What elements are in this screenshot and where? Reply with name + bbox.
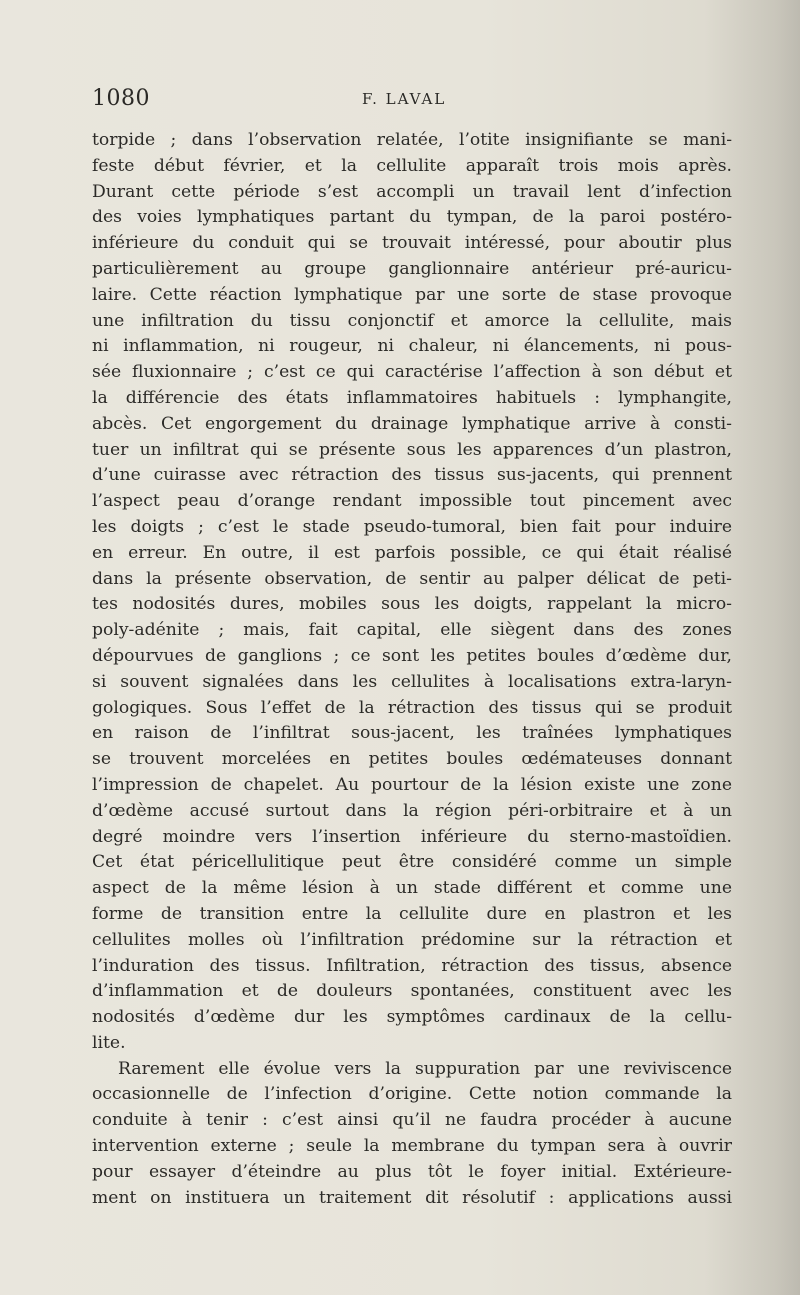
- text-line: une infiltration du tissu conjonctif et amorce la cellulite, mais: [92, 310, 732, 331]
- text-line: les doigts ; c’est le stade pseudo-tumoral, bien fait pour induire: [92, 516, 732, 537]
- text-line: aspect de la même lésion à un stade différent et comme une: [92, 878, 732, 899]
- text-line: tuer un infiltrat qui se présente sous les apparences d’un plastron,: [92, 439, 732, 460]
- text-line: inférieure du conduit qui se trouvait intéressé, pour aboutir plus: [92, 233, 732, 254]
- paragraph: [92, 1057, 732, 1212]
- text-line: cellulites molles où l’infiltration prédomine sur la rétraction et: [92, 929, 732, 950]
- text-line: l’impression de chapelet. Au pourtour de la lésion existe une zone: [92, 774, 732, 795]
- text-line: tes nodosités dures, mobiles sous les doigts, rappelant la micro-: [92, 594, 732, 615]
- text-line: en erreur. En outre, il est parfois possible, ce qui était réalisé: [92, 542, 732, 563]
- page-number: 1080: [92, 86, 150, 111]
- text-line: occasionnelle de l’infection d’origine. Cette notion commande la: [92, 1084, 732, 1105]
- text-line: abcès. Cet engorgement du drainage lymphatique arrive à consti-: [92, 413, 732, 434]
- text-line: feste début février, et la cellulite apparaît trois mois après.: [92, 155, 732, 176]
- body-text: [92, 128, 732, 1211]
- paragraph: [92, 128, 732, 1057]
- text-line: sée fluxionnaire ; c’est ce qui caractérise l’affection à son début et: [92, 362, 732, 383]
- text-line: lite.: [92, 1032, 126, 1053]
- text-line: se trouvent morcelées en petites boules œdémateuses donnant: [92, 749, 732, 770]
- page-header: [92, 86, 732, 116]
- text-line: gologiques. Sous l’effet de la rétraction des tissus qui se produit: [92, 697, 732, 718]
- text-line: dans la présente observation, de sentir au palper délicat de peti-: [92, 568, 732, 589]
- text-line: d’œdème accusé surtout dans la région péri-orbitraire et à un: [92, 800, 732, 821]
- text-line: Durant cette période s’est accompli un travail lent d’infection: [92, 181, 732, 202]
- text-line: forme de transition entre la cellulite dure en plastron et les: [92, 903, 732, 924]
- text-line: des voies lymphatiques partant du tympan, de la paroi postéro-: [92, 207, 732, 228]
- text-line: si souvent signalées dans les cellulites à localisations extra-laryn-: [92, 671, 732, 692]
- text-line: Cet état péricellulitique peut être considéré comme un simple: [92, 852, 732, 873]
- text-line: ni inflammation, ni rougeur, ni chaleur, ni élancements, ni pous-: [92, 336, 732, 357]
- text-line: laire. Cette réaction lymphatique par une sorte de stase provoque: [92, 284, 732, 305]
- text-line: en raison de l’infiltrat sous-jacent, les traînées lymphatiques: [92, 723, 732, 744]
- text-line: nodosités d’œdème dur les symptômes cardinaux de la cellu-: [92, 1007, 732, 1028]
- text-line: dépourvues de ganglions ; ce sont les petites boules d’œdème dur,: [92, 645, 732, 666]
- text-line: torpide ; dans l’observation relatée, l’otite insignifiante se mani-: [92, 130, 732, 150]
- text-line: l’aspect peau d’orange rendant impossible tout pincement avec: [92, 491, 732, 512]
- text-line: conduite à tenir : c’est ainsi qu’il ne faudra procéder à aucune: [92, 1110, 732, 1131]
- text-line: Rarement elle évolue vers la suppuration par une reviviscence: [118, 1058, 732, 1079]
- text-line: d’une cuirasse avec rétraction des tissus sus-jacents, qui prennent: [92, 465, 732, 486]
- text-line: l’induration des tissus. Infiltration, rétraction des tissus, absence: [92, 955, 732, 976]
- text-line: la différencie des états inflammatoires habituels : lymphangite,: [92, 387, 732, 408]
- text-line: pour essayer d’éteindre au plus tôt le foyer initial. Extérieure-: [92, 1161, 732, 1182]
- text-line: degré moindre vers l’insertion inférieure du sterno-mastoïdien.: [92, 826, 732, 847]
- text-line: intervention externe ; seule la membrane du tympan sera à ouvrir: [92, 1136, 732, 1157]
- text-line: particulièrement au groupe ganglionnaire antérieur pré-auricu-: [92, 258, 732, 279]
- running-head-author: F. LAVAL: [362, 90, 447, 108]
- text-line: ment on instituera un traitement dit résolutif : applications aussi: [92, 1187, 732, 1208]
- text-line: poly-adénite ; mais, fait capital, elle siègent dans des zones: [92, 620, 732, 641]
- text-line: d’inflammation et de douleurs spontanées, constituent avec les: [92, 981, 732, 1002]
